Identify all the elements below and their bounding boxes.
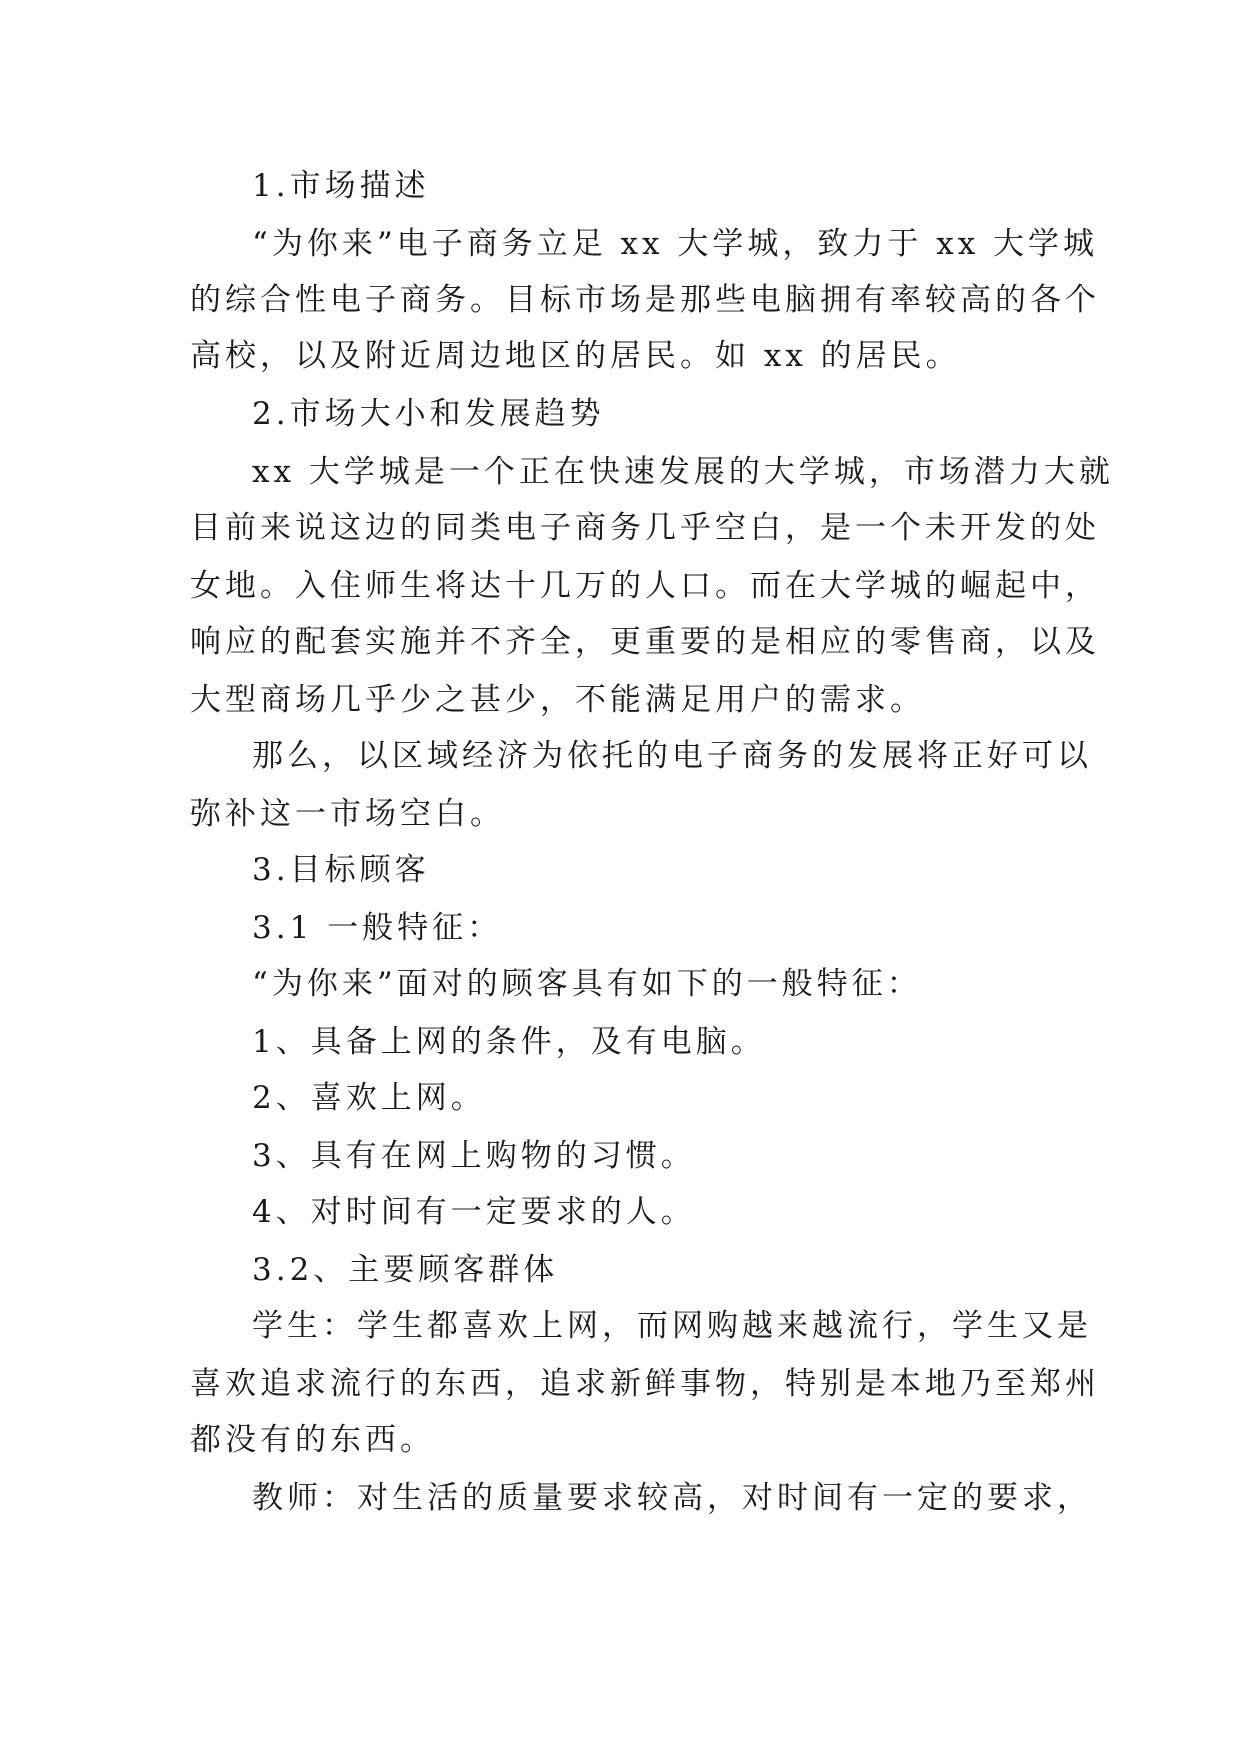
list-item: 2、喜欢上网。 — [252, 1080, 486, 1116]
paragraph-line: 女地。入住师生将达十几万的人口。而在大学城的崛起中， — [190, 568, 1100, 604]
paragraph-line: xx 大学城是一个正在快速发展的大学城，市场潜力大就 — [252, 454, 1114, 490]
paragraph-line: 的综合性电子商务。目标市场是那些电脑拥有率较高的各个 — [190, 282, 1100, 318]
paragraph-line: 目前来说这边的同类电子商务几乎空白，是一个未开发的处 — [190, 510, 1100, 546]
heading-target-customers: 3.目标顾客 — [252, 852, 430, 888]
paragraph-line: 响应的配套实施并不齐全，更重要的是相应的零售商，以及 — [190, 624, 1100, 660]
paragraph-line: 大型商场几乎少之甚少，不能满足用户的需求。 — [190, 682, 925, 718]
paragraph-line: 都没有的东西。 — [190, 1422, 435, 1458]
paragraph-line: 高校，以及附近周边地区的居民。如 xx 的居民。 — [190, 338, 961, 374]
list-item: 4、对时间有一定要求的人。 — [252, 1194, 696, 1230]
heading-market-description: 1.市场描述 — [252, 168, 430, 204]
paragraph-line: 那么，以区域经济为依托的电子商务的发展将正好可以 — [252, 738, 1092, 774]
paragraph-line: 教师：对生活的质量要求较高，对时间有一定的要求， — [252, 1480, 1092, 1516]
paragraph-line: “为你来”电子商务立足 xx 大学城，致力于 xx 大学城 — [252, 226, 1099, 262]
paragraph-line: 学生：学生都喜欢上网，而网购越来越流行，学生又是 — [252, 1308, 1092, 1344]
paragraph-line: “为你来”面对的顾客具有如下的一般特征： — [252, 966, 922, 1002]
heading-general-features: 3.1 一般特征： — [252, 910, 503, 946]
list-item: 1、具备上网的条件，及有电脑。 — [252, 1024, 766, 1060]
heading-main-customer-groups: 3.2、主要顾客群体 — [252, 1252, 559, 1288]
list-item: 3、具有在网上购物的习惯。 — [252, 1138, 696, 1174]
heading-market-size: 2.市场大小和发展趋势 — [252, 396, 605, 432]
paragraph-line: 弥补这一市场空白。 — [190, 796, 505, 832]
paragraph-line: 喜欢追求流行的东西，追求新鲜事物，特别是本地乃至郑州 — [190, 1366, 1100, 1402]
